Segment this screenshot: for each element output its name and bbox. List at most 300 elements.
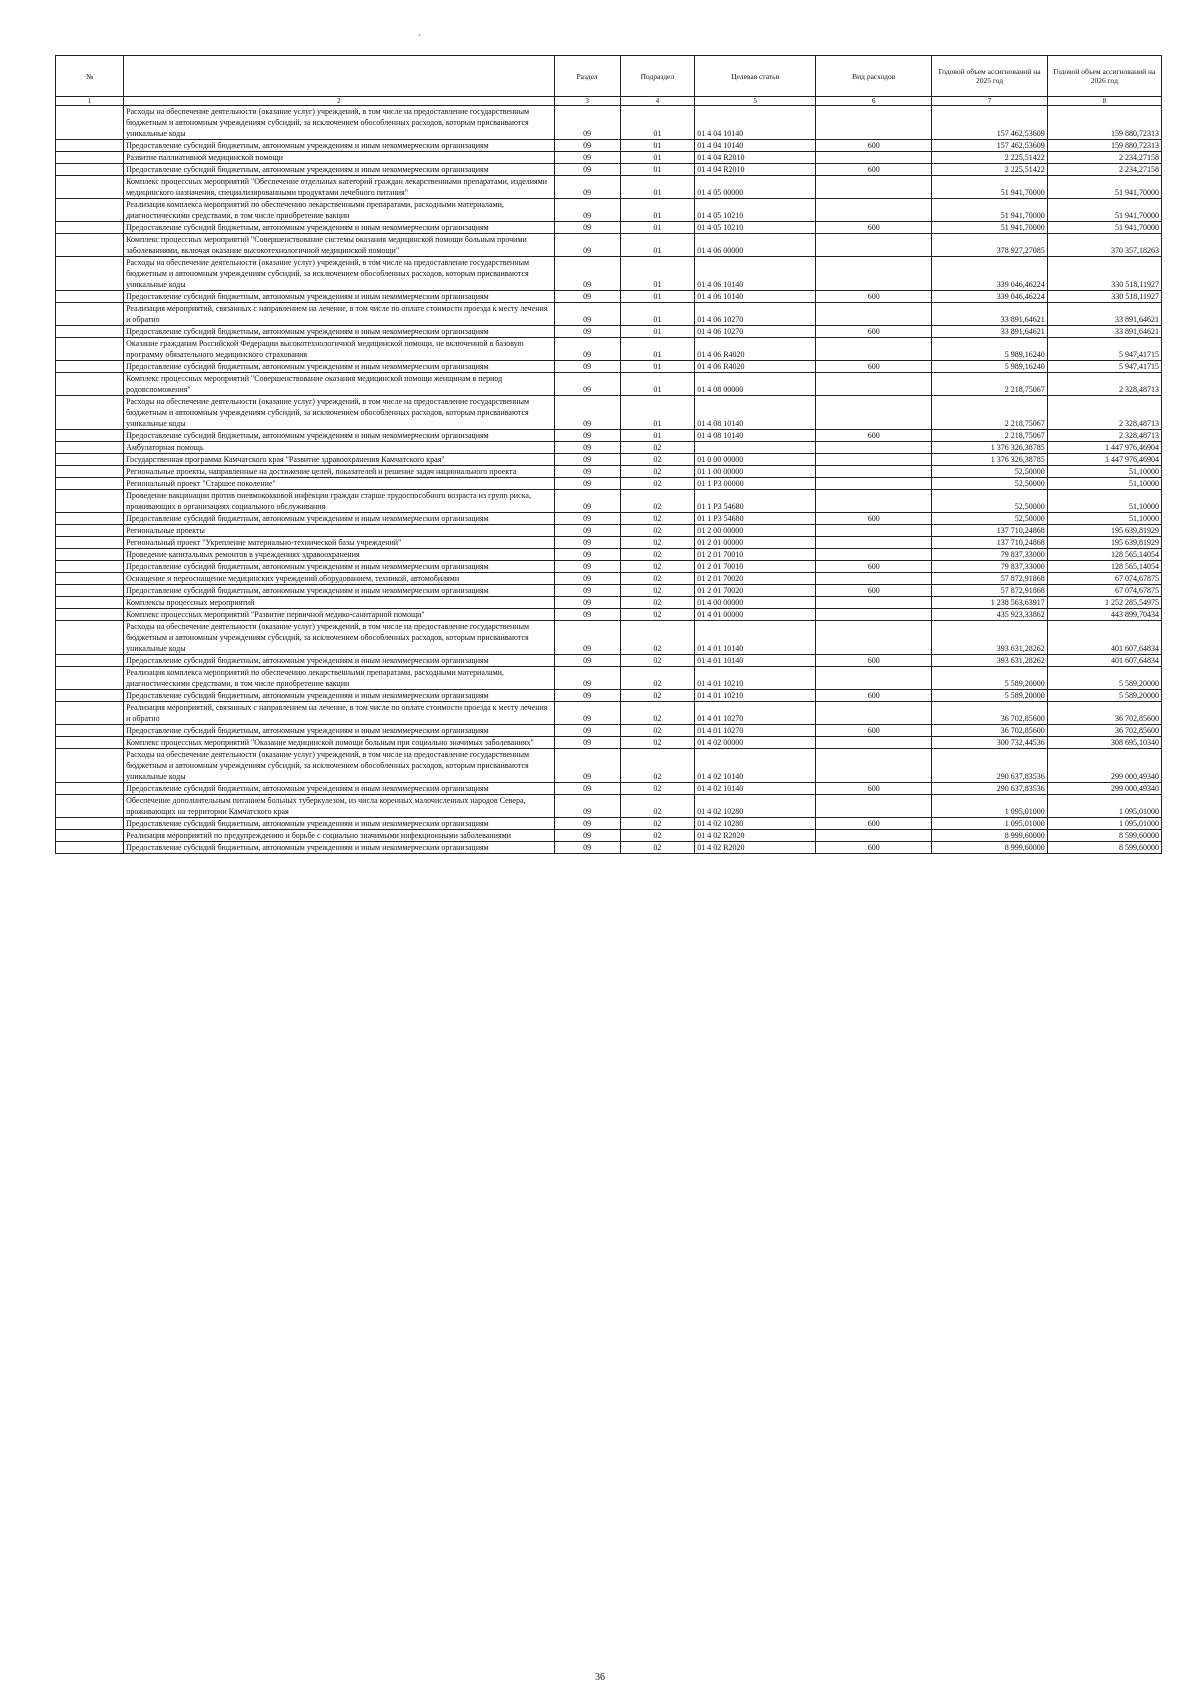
- table-row: [56, 430, 1162, 442]
- section-cell: 09: [554, 176, 620, 199]
- table-row: [56, 466, 1162, 478]
- amount-2025-cell: 52,50000: [932, 490, 1047, 513]
- row-number-cell: [56, 621, 124, 655]
- subsection-cell: 01: [620, 361, 695, 373]
- table-row: [56, 176, 1162, 199]
- target-article-cell: 01 2 01 70020: [695, 585, 816, 597]
- expense-name-cell: Предоставление субсидий бюджетным, автономным учреждениям и иным некоммерческим организациям: [124, 222, 555, 234]
- subsection-cell: 02: [620, 737, 695, 749]
- subsection-cell: 02: [620, 537, 695, 549]
- col-header-name: [124, 56, 555, 97]
- section-cell: 09: [554, 561, 620, 573]
- amount-2026-cell: 128 565,14054: [1047, 561, 1161, 573]
- row-number-cell: [56, 749, 124, 783]
- col-header-2025: Годовой объем ассигнований на 2025 год: [932, 56, 1047, 97]
- col-header-no: №: [56, 56, 124, 97]
- target-article-cell: 01 1 P3 00000: [695, 478, 816, 490]
- expense-name-cell: Государственная программа Камчатского края "Развитие здравоохранения Камчатского края": [124, 454, 555, 466]
- subsection-cell: 01: [620, 291, 695, 303]
- expense-name-cell: Предоставление субсидий бюджетным, автономным учреждениям и иным некоммерческим организациям: [124, 326, 555, 338]
- table-row: [56, 303, 1162, 326]
- amount-2025-cell: 36 702,85600: [932, 725, 1047, 737]
- expense-kind-cell: [816, 338, 932, 361]
- expense-name-cell: Предоставление субсидий бюджетным, автономным учреждениям и иным некоммерческим организациям: [124, 783, 555, 795]
- section-cell: 09: [554, 749, 620, 783]
- target-article-cell: 01 4 08 10140: [695, 430, 816, 442]
- amount-2025-cell: 8 999,60000: [932, 830, 1047, 842]
- subsection-cell: 01: [620, 199, 695, 222]
- expense-name-cell: Реализация мероприятий, связанных с направлением на лечение, в том числе по оплате стоимости проезда к месту лечения и обратно: [124, 702, 555, 725]
- table-row: [56, 818, 1162, 830]
- col-number: 4: [620, 97, 695, 106]
- amount-2026-cell: 33 891,64621: [1047, 326, 1161, 338]
- section-cell: 09: [554, 478, 620, 490]
- row-number-cell: [56, 609, 124, 621]
- amount-2025-cell: 57 872,91868: [932, 573, 1047, 585]
- expense-kind-cell: 600: [816, 513, 932, 525]
- amount-2025-cell: 36 702,85600: [932, 702, 1047, 725]
- row-number-cell: [56, 199, 124, 222]
- section-cell: 09: [554, 326, 620, 338]
- row-number-cell: [56, 176, 124, 199]
- section-cell: 09: [554, 549, 620, 561]
- expense-name-cell: Расходы на обеспечение деятельности (оказание услуг) учреждений, в том числе на предоставление государственным бюджетным и автономным учреждениям субсидий, за исключением обособленных расходов, которым присваиваются уникальные коды: [124, 621, 555, 655]
- table-row: [56, 621, 1162, 655]
- expense-kind-cell: [816, 466, 932, 478]
- expense-name-cell: Амбулаторная помощь: [124, 442, 555, 454]
- expense-name-cell: Комплекс процессных мероприятий "Совершенствование оказания медицинской помощи женщинам в период родовспоможения": [124, 373, 555, 396]
- amount-2026-cell: 5 589,20000: [1047, 667, 1161, 690]
- amount-2026-cell: 299 000,49340: [1047, 783, 1161, 795]
- table-row: [56, 655, 1162, 667]
- col-number: 2: [124, 97, 555, 106]
- expense-kind-cell: [816, 234, 932, 257]
- table-body: [56, 106, 1162, 854]
- section-cell: 09: [554, 737, 620, 749]
- expense-kind-cell: [816, 597, 932, 609]
- row-number-cell: [56, 338, 124, 361]
- row-number-cell: [56, 549, 124, 561]
- row-number-cell: [56, 257, 124, 291]
- expense-name-cell: Проведение капитальных ремонтов в учреждениях здравоохранения: [124, 549, 555, 561]
- amount-2025-cell: 137 710,24868: [932, 525, 1047, 537]
- row-number-cell: [56, 222, 124, 234]
- target-article-cell: 01 1 00 00000: [695, 466, 816, 478]
- target-article-cell: 01 4 02 R2020: [695, 830, 816, 842]
- section-cell: 09: [554, 338, 620, 361]
- expense-kind-cell: [816, 830, 932, 842]
- subsection-cell: 02: [620, 830, 695, 842]
- amount-2026-cell: 159 880,72313: [1047, 106, 1161, 140]
- row-number-cell: [56, 655, 124, 667]
- row-number-cell: [56, 478, 124, 490]
- amount-2025-cell: 5 989,16240: [932, 361, 1047, 373]
- subsection-cell: 01: [620, 176, 695, 199]
- row-number-cell: [56, 667, 124, 690]
- table-row: [56, 549, 1162, 561]
- amount-2025-cell: 52,50000: [932, 513, 1047, 525]
- subsection-cell: 01: [620, 222, 695, 234]
- col-number: 5: [695, 97, 816, 106]
- expense-name-cell: Развитие паллиативной медицинской помощи: [124, 152, 555, 164]
- subsection-cell: 02: [620, 513, 695, 525]
- amount-2026-cell: 1 447 976,46904: [1047, 442, 1161, 454]
- amount-2025-cell: 5 589,20000: [932, 667, 1047, 690]
- table-row: [56, 361, 1162, 373]
- table-row: [56, 795, 1162, 818]
- target-article-cell: 01 4 01 10140: [695, 621, 816, 655]
- amount-2025-cell: 339 046,46224: [932, 291, 1047, 303]
- col-number: 1: [56, 97, 124, 106]
- amount-2026-cell: 2 328,48713: [1047, 373, 1161, 396]
- section-cell: 09: [554, 199, 620, 222]
- subsection-cell: 01: [620, 326, 695, 338]
- target-article-cell: 01 4 01 10270: [695, 702, 816, 725]
- expense-kind-cell: 600: [816, 783, 932, 795]
- row-number-cell: [56, 361, 124, 373]
- row-number-cell: [56, 561, 124, 573]
- amount-2026-cell: 67 074,67875: [1047, 585, 1161, 597]
- target-article-cell: 01 0 00 00000: [695, 454, 816, 466]
- col-header-subsection: Подраздел: [620, 56, 695, 97]
- expense-name-cell: Предоставление субсидий бюджетным, автономным учреждениям и иным некоммерческим организациям: [124, 655, 555, 667]
- target-article-cell: 01 2 01 00000: [695, 537, 816, 549]
- table-row: [56, 702, 1162, 725]
- amount-2025-cell: 33 891,64621: [932, 303, 1047, 326]
- expense-name-cell: Предоставление субсидий бюджетным, автономным учреждениям и иным некоммерческим организациям: [124, 430, 555, 442]
- expense-name-cell: Предоставление субсидий бюджетным, автономным учреждениям и иным некоммерческим организациям: [124, 690, 555, 702]
- amount-2025-cell: 290 637,83536: [932, 749, 1047, 783]
- amount-2026-cell: 5 947,41715: [1047, 338, 1161, 361]
- expense-kind-cell: 600: [816, 655, 932, 667]
- table-row: [56, 140, 1162, 152]
- subsection-cell: 02: [620, 621, 695, 655]
- col-header-2026: Годовой объем ассигнований на 2026 год: [1047, 56, 1161, 97]
- table-row: [56, 609, 1162, 621]
- expense-kind-cell: [816, 667, 932, 690]
- subsection-cell: 01: [620, 106, 695, 140]
- subsection-cell: 02: [620, 442, 695, 454]
- expense-kind-cell: 600: [816, 291, 932, 303]
- expense-name-cell: Предоставление субсидий бюджетным, автономным учреждениям и иным некоммерческим организациям: [124, 513, 555, 525]
- amount-2025-cell: 435 923,33862: [932, 609, 1047, 621]
- section-cell: 09: [554, 525, 620, 537]
- expense-kind-cell: [816, 490, 932, 513]
- expense-name-cell: Комплекс процессных мероприятий "Оказание медицинской помощи больным при социально значимых заболеваниях": [124, 737, 555, 749]
- amount-2025-cell: 57 872,91868: [932, 585, 1047, 597]
- amount-2026-cell: 33 891,64621: [1047, 303, 1161, 326]
- expense-name-cell: Расходы на обеспечение деятельности (оказание услуг) учреждений, в том числе на предоставление государственным бюджетным и автономным учреждениям субсидий, за исключением обособленных расходов, которым присваиваются уникальные коды: [124, 749, 555, 783]
- section-cell: 09: [554, 667, 620, 690]
- amount-2025-cell: 52,50000: [932, 478, 1047, 490]
- amount-2026-cell: 51 941,70000: [1047, 176, 1161, 199]
- section-cell: 09: [554, 585, 620, 597]
- amount-2026-cell: 401 607,64834: [1047, 655, 1161, 667]
- expense-kind-cell: 600: [816, 326, 932, 338]
- expense-kind-cell: [816, 106, 932, 140]
- amount-2026-cell: 2 328,48713: [1047, 430, 1161, 442]
- amount-2026-cell: 443 899,70434: [1047, 609, 1161, 621]
- row-number-cell: [56, 513, 124, 525]
- target-article-cell: 01 4 08 10140: [695, 396, 816, 430]
- amount-2025-cell: 52,50000: [932, 466, 1047, 478]
- row-number-cell: [56, 442, 124, 454]
- table-row: [56, 585, 1162, 597]
- amount-2025-cell: 300 732,44536: [932, 737, 1047, 749]
- expense-name-cell: Реализация комплекса мероприятий по обеспечению лекарственными препаратами, расходными материалами, диагностическими средствами, в том числе приобретение вакцин: [124, 667, 555, 690]
- subsection-cell: 02: [620, 573, 695, 585]
- target-article-cell: 01 4 01 10210: [695, 690, 816, 702]
- subsection-cell: 01: [620, 257, 695, 291]
- subsection-cell: 01: [620, 430, 695, 442]
- subsection-cell: 02: [620, 818, 695, 830]
- table-row: [56, 842, 1162, 854]
- scan-mark: `: [418, 34, 422, 45]
- header-row: [56, 56, 1162, 97]
- amount-2026-cell: 330 518,11927: [1047, 257, 1161, 291]
- expense-name-cell: Обеспечение дополнительным питанием больных туберкулезом, из числа коренных малочисленных народов Севера, проживающих на территории Камчатского края: [124, 795, 555, 818]
- target-article-cell: 01 4 04 10140: [695, 140, 816, 152]
- table-row: [56, 490, 1162, 513]
- target-article-cell: 01 4 08 00000: [695, 373, 816, 396]
- amount-2026-cell: 370 357,18263: [1047, 234, 1161, 257]
- section-cell: 09: [554, 361, 620, 373]
- subsection-cell: 01: [620, 396, 695, 430]
- subsection-cell: 02: [620, 783, 695, 795]
- amount-2026-cell: 51,10000: [1047, 466, 1161, 478]
- target-article-cell: 01 2 01 70010: [695, 549, 816, 561]
- amount-2025-cell: 1 238 563,63917: [932, 597, 1047, 609]
- amount-2025-cell: 1 376 326,38785: [932, 442, 1047, 454]
- table-row: [56, 396, 1162, 430]
- expense-name-cell: Реализация мероприятий, связанных с направлением на лечение, в том числе по оплате стоимости проезда к месту лечения и обратно: [124, 303, 555, 326]
- subsection-cell: 02: [620, 609, 695, 621]
- section-cell: 09: [554, 152, 620, 164]
- amount-2026-cell: 51,10000: [1047, 513, 1161, 525]
- page-number: 36: [595, 1672, 605, 1683]
- subsection-cell: 02: [620, 702, 695, 725]
- subsection-cell: 02: [620, 466, 695, 478]
- target-article-cell: 01 4 02 10140: [695, 783, 816, 795]
- amount-2025-cell: 393 631,28262: [932, 655, 1047, 667]
- target-article-cell: 01 4 06 10270: [695, 326, 816, 338]
- amount-2025-cell: 2 218,75067: [932, 430, 1047, 442]
- expense-name-cell: Комплекс процессных мероприятий "Совершенствование системы оказания медицинской помощи больным прочими заболеваниями, включая оказание высокотехнологичной медицинской помощи": [124, 234, 555, 257]
- table-row: [56, 199, 1162, 222]
- amount-2025-cell: 2 218,75067: [932, 396, 1047, 430]
- target-article-cell: 01 4 06 10270: [695, 303, 816, 326]
- amount-2026-cell: 51 941,70000: [1047, 199, 1161, 222]
- subsection-cell: 01: [620, 234, 695, 257]
- row-number-cell: [56, 585, 124, 597]
- expense-name-cell: Комплекс процессных мероприятий "Развитие первичной медико-санитарной помощи": [124, 609, 555, 621]
- section-cell: 09: [554, 140, 620, 152]
- table-row: [56, 164, 1162, 176]
- subsection-cell: 01: [620, 164, 695, 176]
- amount-2025-cell: 33 891,64621: [932, 326, 1047, 338]
- amount-2026-cell: 8 599,60000: [1047, 842, 1161, 854]
- expense-kind-cell: 600: [816, 140, 932, 152]
- amount-2025-cell: 1 095,01000: [932, 795, 1047, 818]
- target-article-cell: 01 4 04 R2010: [695, 152, 816, 164]
- amount-2025-cell: 339 046,46224: [932, 257, 1047, 291]
- target-article-cell: 01 4 04 R2010: [695, 164, 816, 176]
- expense-name-cell: Предоставление субсидий бюджетным, автономным учреждениям и иным некоммерческим организациям: [124, 842, 555, 854]
- target-article-cell: 01 4 06 10140: [695, 257, 816, 291]
- row-number-cell: [56, 106, 124, 140]
- subsection-cell: 01: [620, 152, 695, 164]
- amount-2026-cell: 308 695,10340: [1047, 737, 1161, 749]
- expense-name-cell: Региональный проект "Старшее поколение": [124, 478, 555, 490]
- expense-name-cell: Комплексы процессных мероприятий: [124, 597, 555, 609]
- target-article-cell: 01 4 02 10280: [695, 795, 816, 818]
- row-number-cell: [56, 702, 124, 725]
- section-cell: 09: [554, 537, 620, 549]
- section-cell: 09: [554, 257, 620, 291]
- section-cell: 09: [554, 597, 620, 609]
- expense-kind-cell: [816, 152, 932, 164]
- target-article-cell: 01 4 01 00000: [695, 609, 816, 621]
- amount-2025-cell: 157 462,53609: [932, 106, 1047, 140]
- table-row: [56, 513, 1162, 525]
- target-article-cell: 01 4 06 00000: [695, 234, 816, 257]
- expense-name-cell: Предоставление субсидий бюджетным, автономным учреждениям и иным некоммерческим организациям: [124, 361, 555, 373]
- expense-kind-cell: [816, 199, 932, 222]
- table-row: [56, 478, 1162, 490]
- table-row: [56, 667, 1162, 690]
- subsection-cell: 02: [620, 690, 695, 702]
- amount-2025-cell: 1 376 326,38785: [932, 454, 1047, 466]
- section-cell: 09: [554, 621, 620, 655]
- expense-kind-cell: [816, 396, 932, 430]
- amount-2025-cell: 2 225,51422: [932, 152, 1047, 164]
- amount-2026-cell: 195 639,81929: [1047, 525, 1161, 537]
- amount-2026-cell: 5 947,41715: [1047, 361, 1161, 373]
- target-article-cell: 01 4 06 10140: [695, 291, 816, 303]
- col-number: 8: [1047, 97, 1161, 106]
- expense-kind-cell: [816, 573, 932, 585]
- expense-kind-cell: 600: [816, 818, 932, 830]
- expense-name-cell: Расходы на обеспечение деятельности (оказание услуг) учреждений, в том числе на предоставление государственным бюджетным и автономным учреждениям субсидий, за исключением обособленных расходов, которым присваиваются уникальные коды: [124, 396, 555, 430]
- expense-kind-cell: 600: [816, 164, 932, 176]
- section-cell: 09: [554, 234, 620, 257]
- amount-2026-cell: 2 234,27158: [1047, 164, 1161, 176]
- amount-2026-cell: 159 880,72313: [1047, 140, 1161, 152]
- section-cell: 09: [554, 725, 620, 737]
- row-number-cell: [56, 454, 124, 466]
- expense-name-cell: Реализация комплекса мероприятий по обеспечению лекарственными препаратами, расходными материалами, диагностическими средствами, в том числе приобретение вакцин: [124, 199, 555, 222]
- table-row: [56, 537, 1162, 549]
- amount-2025-cell: 1 095,01000: [932, 818, 1047, 830]
- section-cell: 09: [554, 690, 620, 702]
- section-cell: 09: [554, 513, 620, 525]
- amount-2026-cell: 51 941,70000: [1047, 222, 1161, 234]
- section-cell: 09: [554, 842, 620, 854]
- subsection-cell: 01: [620, 373, 695, 396]
- target-article-cell: 01 2 00 00000: [695, 525, 816, 537]
- column-number-row: [56, 97, 1162, 106]
- subsection-cell: 02: [620, 749, 695, 783]
- expense-kind-cell: [816, 702, 932, 725]
- table-row: [56, 373, 1162, 396]
- amount-2025-cell: 51 941,70000: [932, 176, 1047, 199]
- section-cell: 09: [554, 164, 620, 176]
- subsection-cell: 02: [620, 525, 695, 537]
- row-number-cell: [56, 525, 124, 537]
- amount-2026-cell: 1 252 285,54975: [1047, 597, 1161, 609]
- amount-2025-cell: 8 999,60000: [932, 842, 1047, 854]
- expense-name-cell: Предоставление субсидий бюджетным, автономным учреждениям и иным некоммерческим организациям: [124, 725, 555, 737]
- table-row: [56, 830, 1162, 842]
- expense-kind-cell: [816, 525, 932, 537]
- row-number-cell: [56, 396, 124, 430]
- col-number: 6: [816, 97, 932, 106]
- section-cell: 09: [554, 490, 620, 513]
- row-number-cell: [56, 690, 124, 702]
- amount-2026-cell: 1 095,01000: [1047, 795, 1161, 818]
- row-number-cell: [56, 140, 124, 152]
- table-row: [56, 257, 1162, 291]
- col-number: 3: [554, 97, 620, 106]
- target-article-cell: 01 2 01 70010: [695, 561, 816, 573]
- amount-2026-cell: 51,10000: [1047, 478, 1161, 490]
- section-cell: 09: [554, 830, 620, 842]
- row-number-cell: [56, 737, 124, 749]
- expense-name-cell: Региональный проект "Укрепление материально-технической базы учреждений": [124, 537, 555, 549]
- row-number-cell: [56, 795, 124, 818]
- section-cell: 09: [554, 466, 620, 478]
- subsection-cell: 02: [620, 725, 695, 737]
- section-cell: 09: [554, 291, 620, 303]
- subsection-cell: 02: [620, 597, 695, 609]
- expense-kind-cell: [816, 176, 932, 199]
- target-article-cell: 01 1 P3 54680: [695, 513, 816, 525]
- subsection-cell: 02: [620, 795, 695, 818]
- amount-2025-cell: 2 225,51422: [932, 164, 1047, 176]
- target-article-cell: 01 4 05 00000: [695, 176, 816, 199]
- target-article-cell: 01 4 05 10210: [695, 222, 816, 234]
- section-cell: 09: [554, 303, 620, 326]
- target-article-cell: 01 4 01 10140: [695, 655, 816, 667]
- section-cell: 09: [554, 573, 620, 585]
- expense-name-cell: Предоставление субсидий бюджетным, автономным учреждениям и иным некоммерческим организациям: [124, 164, 555, 176]
- expense-name-cell: Предоставление субсидий бюджетным, автономным учреждениям и иным некоммерческим организациям: [124, 291, 555, 303]
- target-article-cell: 01 4 06 R4020: [695, 338, 816, 361]
- section-cell: 09: [554, 454, 620, 466]
- expense-name-cell: Региональные проекты: [124, 525, 555, 537]
- expense-kind-cell: [816, 373, 932, 396]
- section-cell: 09: [554, 655, 620, 667]
- section-cell: 09: [554, 795, 620, 818]
- table-row: [56, 725, 1162, 737]
- subsection-cell: 02: [620, 842, 695, 854]
- target-article-cell: 01 4 01 10210: [695, 667, 816, 690]
- amount-2026-cell: 128 565,14054: [1047, 549, 1161, 561]
- section-cell: 09: [554, 442, 620, 454]
- expense-name-cell: Расходы на обеспечение деятельности (оказание услуг) учреждений, в том числе на предоставление государственным бюджетным и автономным учреждениям субсидий, за исключением обособленных расходов, которым присваиваются уникальные коды: [124, 257, 555, 291]
- expense-kind-cell: [816, 621, 932, 655]
- amount-2025-cell: 5 589,20000: [932, 690, 1047, 702]
- subsection-cell: 02: [620, 585, 695, 597]
- target-article-cell: 01 4 04 10140: [695, 106, 816, 140]
- subsection-cell: 01: [620, 303, 695, 326]
- table-row: [56, 442, 1162, 454]
- amount-2025-cell: 137 710,24868: [932, 537, 1047, 549]
- amount-2026-cell: 5 589,20000: [1047, 690, 1161, 702]
- col-header-kind: Вид расходов: [816, 56, 932, 97]
- section-cell: 09: [554, 396, 620, 430]
- section-cell: 09: [554, 222, 620, 234]
